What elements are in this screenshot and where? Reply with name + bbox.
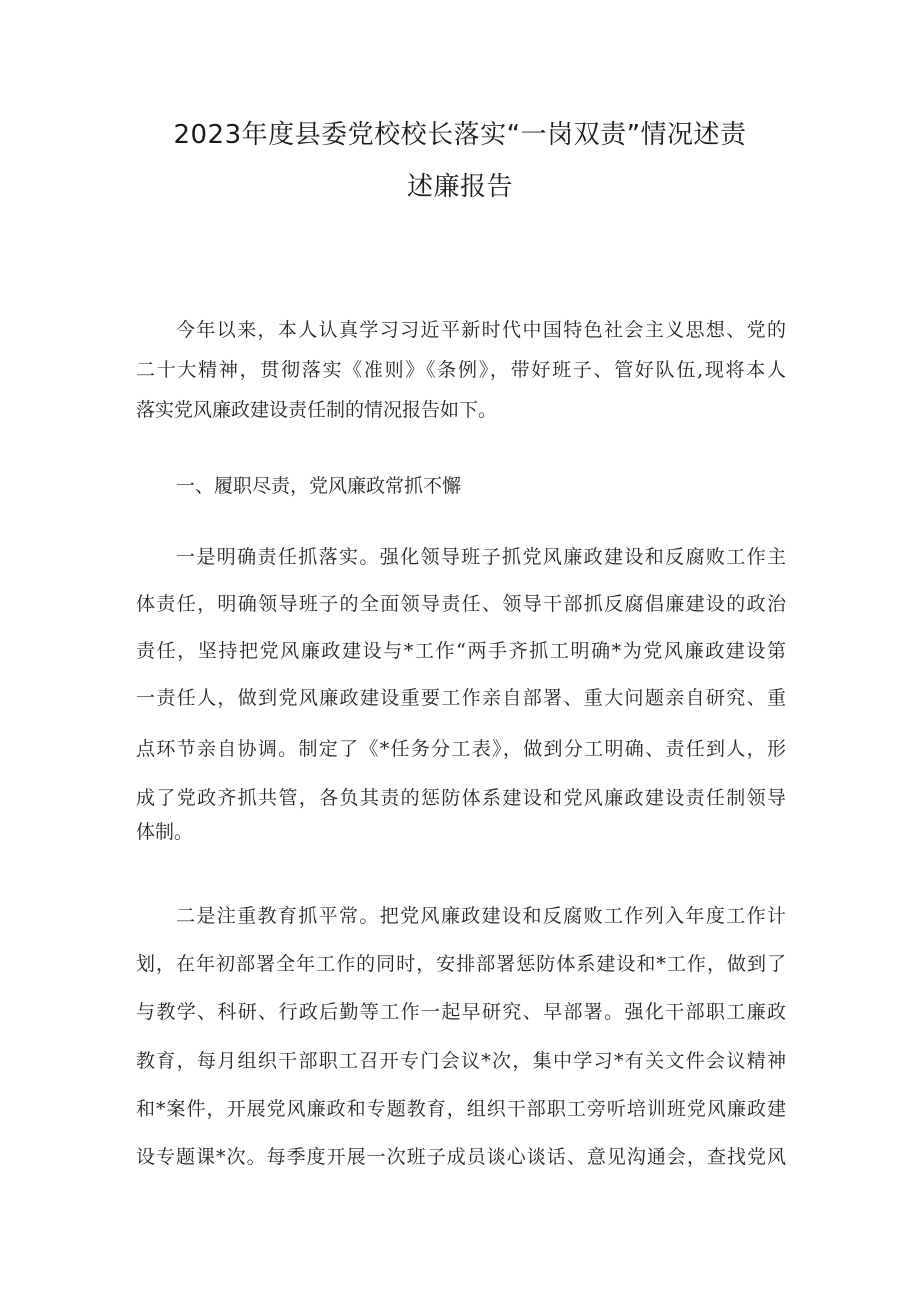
paragraph-line: 今年以来，本人认真学习习近平新时代中国特色社会主义思想、党的	[176, 319, 786, 341]
paragraph-line: 体制。	[136, 821, 194, 843]
paragraph-line: 责任，坚持把党风廉政建设与*工作“两手齐抓工明确*为党风廉政建设第	[136, 640, 786, 662]
paragraph-line: 体责任，明确领导班子的全面领导责任、领导干部抓反腐倡廉建设的政治	[136, 593, 786, 615]
paragraph-line: 设专题课*次。每季度开展一次班子成员谈心谈话、意见沟通会，查找党风	[136, 1146, 786, 1168]
paragraph-line: 一责任人，做到党风廉政建设重要工作亲自部署、重大问题亲自研究、重	[136, 687, 786, 709]
document-title-line-2: 述廉报告	[406, 172, 513, 202]
paragraph-line: 二是注重教育抓平常。把党风廉政建设和反腐败工作列入年度工作计	[176, 905, 786, 927]
paragraph-line: 二十大精神，贯彻落实《准则》《条例》，带好班子、管好队伍,现将本人	[136, 359, 786, 381]
section-heading-text: 一、履职尽责，党风廉政常抓不懈	[176, 475, 462, 497]
paragraph-line: 与教学、科研、行政后勤等工作一起早研究、早部署。强化干部职工廉政	[136, 1001, 786, 1023]
paragraph-line: 落实党风廉政建设责任制的情况报告如下。	[136, 399, 498, 421]
document-title-line-1: 2023年度县委党校校长落实“一岗双责”情况述责	[173, 120, 747, 150]
paragraph-line: 教育，每月组织干部职工召开专门会议*次，集中学习*有关文件会议精神	[136, 1050, 786, 1072]
paragraph-line: 划，在年初部署全年工作的同时，安排部署惩防体系建设和*工作，做到了	[136, 953, 786, 975]
paragraph-line: 一是明确责任抓落实。强化领导班子抓党风廉政建设和反腐败工作主	[176, 546, 786, 568]
paragraph-line: 和*案件，开展党风廉政和专题教育，组织干部职工旁听培训班党风廉政建	[136, 1098, 786, 1120]
paragraph-line: 成了党政齐抓共管，各负其责的惩防体系建设和党风廉政建设责任制领导	[136, 787, 786, 809]
paragraph-line: 点环节亲自协调。制定了《*任务分工表》，做到分工明确、责任到人，形	[136, 738, 786, 760]
